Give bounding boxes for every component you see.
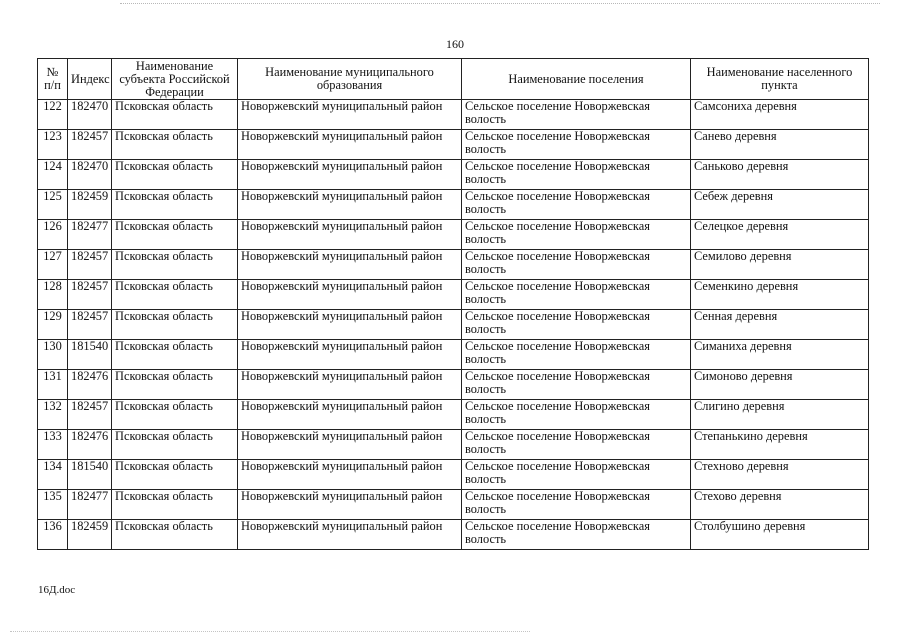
cell-subject: Псковская область bbox=[112, 490, 238, 520]
table-row bbox=[38, 100, 869, 130]
cell-subject: Псковская область bbox=[112, 370, 238, 400]
cell-municipality: Новоржевский муниципальный район bbox=[238, 280, 462, 310]
table-row bbox=[38, 490, 869, 520]
cell-num: 124 bbox=[38, 160, 68, 190]
cell-num: 126 bbox=[38, 220, 68, 250]
cell-num: 133 bbox=[38, 430, 68, 460]
table-row bbox=[38, 460, 869, 490]
cell-settlement: Сельское поселение Новоржевская волость bbox=[462, 520, 691, 550]
cell-index: 182459 bbox=[68, 190, 112, 220]
cell-municipality: Новоржевский муниципальный район bbox=[238, 400, 462, 430]
cell-municipality: Новоржевский муниципальный район bbox=[238, 490, 462, 520]
cell-index: 182457 bbox=[68, 130, 112, 160]
cell-municipality: Новоржевский муниципальный район bbox=[238, 340, 462, 370]
cell-settlement: Сельское поселение Новоржевская волость bbox=[462, 310, 691, 340]
cell-municipality: Новоржевский муниципальный район bbox=[238, 310, 462, 340]
cell-num: 122 bbox=[38, 100, 68, 130]
cell-settlement: Сельское поселение Новоржевская волость bbox=[462, 400, 691, 430]
page-number: 160 bbox=[446, 37, 464, 51]
cell-subject: Псковская область bbox=[112, 130, 238, 160]
cell-num: 134 bbox=[38, 460, 68, 490]
cell-index: 182457 bbox=[68, 280, 112, 310]
cell-municipality: Новоржевский муниципальный район bbox=[238, 100, 462, 130]
cell-locality: Симоново деревня bbox=[691, 370, 869, 400]
cell-index: 182477 bbox=[68, 490, 112, 520]
cell-locality: Стехово деревня bbox=[691, 490, 869, 520]
cell-municipality: Новоржевский муниципальный район bbox=[238, 430, 462, 460]
cell-num: 136 bbox=[38, 520, 68, 550]
table-row bbox=[38, 130, 869, 160]
cell-index: 182470 bbox=[68, 100, 112, 130]
header-subject: Наименование субъекта Российской Федерации bbox=[112, 59, 238, 100]
cell-locality: Слигино деревня bbox=[691, 400, 869, 430]
cell-locality: Семенкино деревня bbox=[691, 280, 869, 310]
cell-index: 182477 bbox=[68, 220, 112, 250]
cell-num: 125 bbox=[38, 190, 68, 220]
cell-num: 127 bbox=[38, 250, 68, 280]
cell-locality: Степанькино деревня bbox=[691, 430, 869, 460]
cell-locality: Санево деревня bbox=[691, 130, 869, 160]
cell-settlement: Сельское поселение Новоржевская волость bbox=[462, 370, 691, 400]
cell-settlement: Сельское поселение Новоржевская волость bbox=[462, 460, 691, 490]
cell-subject: Псковская область bbox=[112, 160, 238, 190]
cell-num: 135 bbox=[38, 490, 68, 520]
cell-index: 182457 bbox=[68, 310, 112, 340]
cell-locality: Стехново деревня bbox=[691, 460, 869, 490]
table-row bbox=[38, 400, 869, 430]
table-row bbox=[38, 430, 869, 460]
cell-municipality: Новоржевский муниципальный район bbox=[238, 250, 462, 280]
cell-settlement: Сельское поселение Новоржевская волость bbox=[462, 100, 691, 130]
cell-num: 131 bbox=[38, 370, 68, 400]
cell-locality: Селецкое деревня bbox=[691, 220, 869, 250]
footer-filename: 16Д.doc bbox=[38, 584, 76, 596]
cell-index: 181540 bbox=[68, 460, 112, 490]
cell-index: 182457 bbox=[68, 250, 112, 280]
header-settlement: Наименование поселения bbox=[462, 59, 691, 100]
cell-settlement: Сельское поселение Новоржевская волость bbox=[462, 430, 691, 460]
cell-subject: Псковская область bbox=[112, 100, 238, 130]
cell-locality: Самсониха деревня bbox=[691, 100, 869, 130]
cell-subject: Псковская область bbox=[112, 250, 238, 280]
cell-locality: Себеж деревня bbox=[691, 190, 869, 220]
cell-settlement: Сельское поселение Новоржевская волость bbox=[462, 190, 691, 220]
cell-subject: Псковская область bbox=[112, 310, 238, 340]
cell-num: 128 bbox=[38, 280, 68, 310]
cell-num: 130 bbox=[38, 340, 68, 370]
cell-subject: Псковская область bbox=[112, 340, 238, 370]
cell-num: 132 bbox=[38, 400, 68, 430]
scan-artifact-bottom bbox=[10, 631, 530, 632]
header-index: Индекс bbox=[68, 59, 112, 100]
cell-municipality: Новоржевский муниципальный район bbox=[238, 220, 462, 250]
cell-locality: Столбушино деревня bbox=[691, 520, 869, 550]
cell-index: 182476 bbox=[68, 430, 112, 460]
cell-settlement: Сельское поселение Новоржевская волость bbox=[462, 160, 691, 190]
cell-subject: Псковская область bbox=[112, 280, 238, 310]
cell-municipality: Новоржевский муниципальный район bbox=[238, 160, 462, 190]
cell-subject: Псковская область bbox=[112, 220, 238, 250]
cell-index: 182459 bbox=[68, 520, 112, 550]
cell-subject: Псковская область bbox=[112, 520, 238, 550]
cell-index: 182476 bbox=[68, 370, 112, 400]
table-row bbox=[38, 280, 869, 310]
cell-subject: Псковская область bbox=[112, 430, 238, 460]
table-row bbox=[38, 520, 869, 550]
table-body bbox=[38, 100, 869, 550]
cell-municipality: Новоржевский муниципальный район bbox=[238, 370, 462, 400]
cell-num: 123 bbox=[38, 130, 68, 160]
table-row bbox=[38, 370, 869, 400]
table-row bbox=[38, 190, 869, 220]
table-row bbox=[38, 250, 869, 280]
cell-subject: Псковская область bbox=[112, 400, 238, 430]
cell-settlement: Сельское поселение Новоржевская волость bbox=[462, 130, 691, 160]
cell-index: 181540 bbox=[68, 340, 112, 370]
cell-locality: Саньково деревня bbox=[691, 160, 869, 190]
cell-num: 129 bbox=[38, 310, 68, 340]
cell-locality: Семилово деревня bbox=[691, 250, 869, 280]
cell-locality: Симаниха деревня bbox=[691, 340, 869, 370]
header-municipality: Наименование муниципального образования bbox=[238, 59, 462, 100]
cell-settlement: Сельское поселение Новоржевская волость bbox=[462, 490, 691, 520]
cell-subject: Псковская область bbox=[112, 460, 238, 490]
cell-index: 182470 bbox=[68, 160, 112, 190]
cell-municipality: Новоржевский муниципальный район bbox=[238, 520, 462, 550]
table-row bbox=[38, 160, 869, 190]
cell-settlement: Сельское поселение Новоржевская волость bbox=[462, 340, 691, 370]
table-row bbox=[38, 220, 869, 250]
cell-settlement: Сельское поселение Новоржевская волость bbox=[462, 250, 691, 280]
cell-municipality: Новоржевский муниципальный район bbox=[238, 190, 462, 220]
table-header-row bbox=[38, 59, 869, 100]
cell-index: 182457 bbox=[68, 400, 112, 430]
cell-municipality: Новоржевский муниципальный район bbox=[238, 460, 462, 490]
settlements-table bbox=[37, 58, 869, 550]
cell-subject: Псковская область bbox=[112, 190, 238, 220]
cell-settlement: Сельское поселение Новоржевская волость bbox=[462, 280, 691, 310]
scan-artifact-top bbox=[120, 3, 880, 4]
cell-settlement: Сельское поселение Новоржевская волость bbox=[462, 220, 691, 250]
header-num: № п/п bbox=[38, 59, 68, 100]
table-row bbox=[38, 340, 869, 370]
cell-municipality: Новоржевский муниципальный район bbox=[238, 130, 462, 160]
table-row bbox=[38, 310, 869, 340]
header-locality: Наименование населенного пункта bbox=[691, 59, 869, 100]
cell-locality: Сенная деревня bbox=[691, 310, 869, 340]
